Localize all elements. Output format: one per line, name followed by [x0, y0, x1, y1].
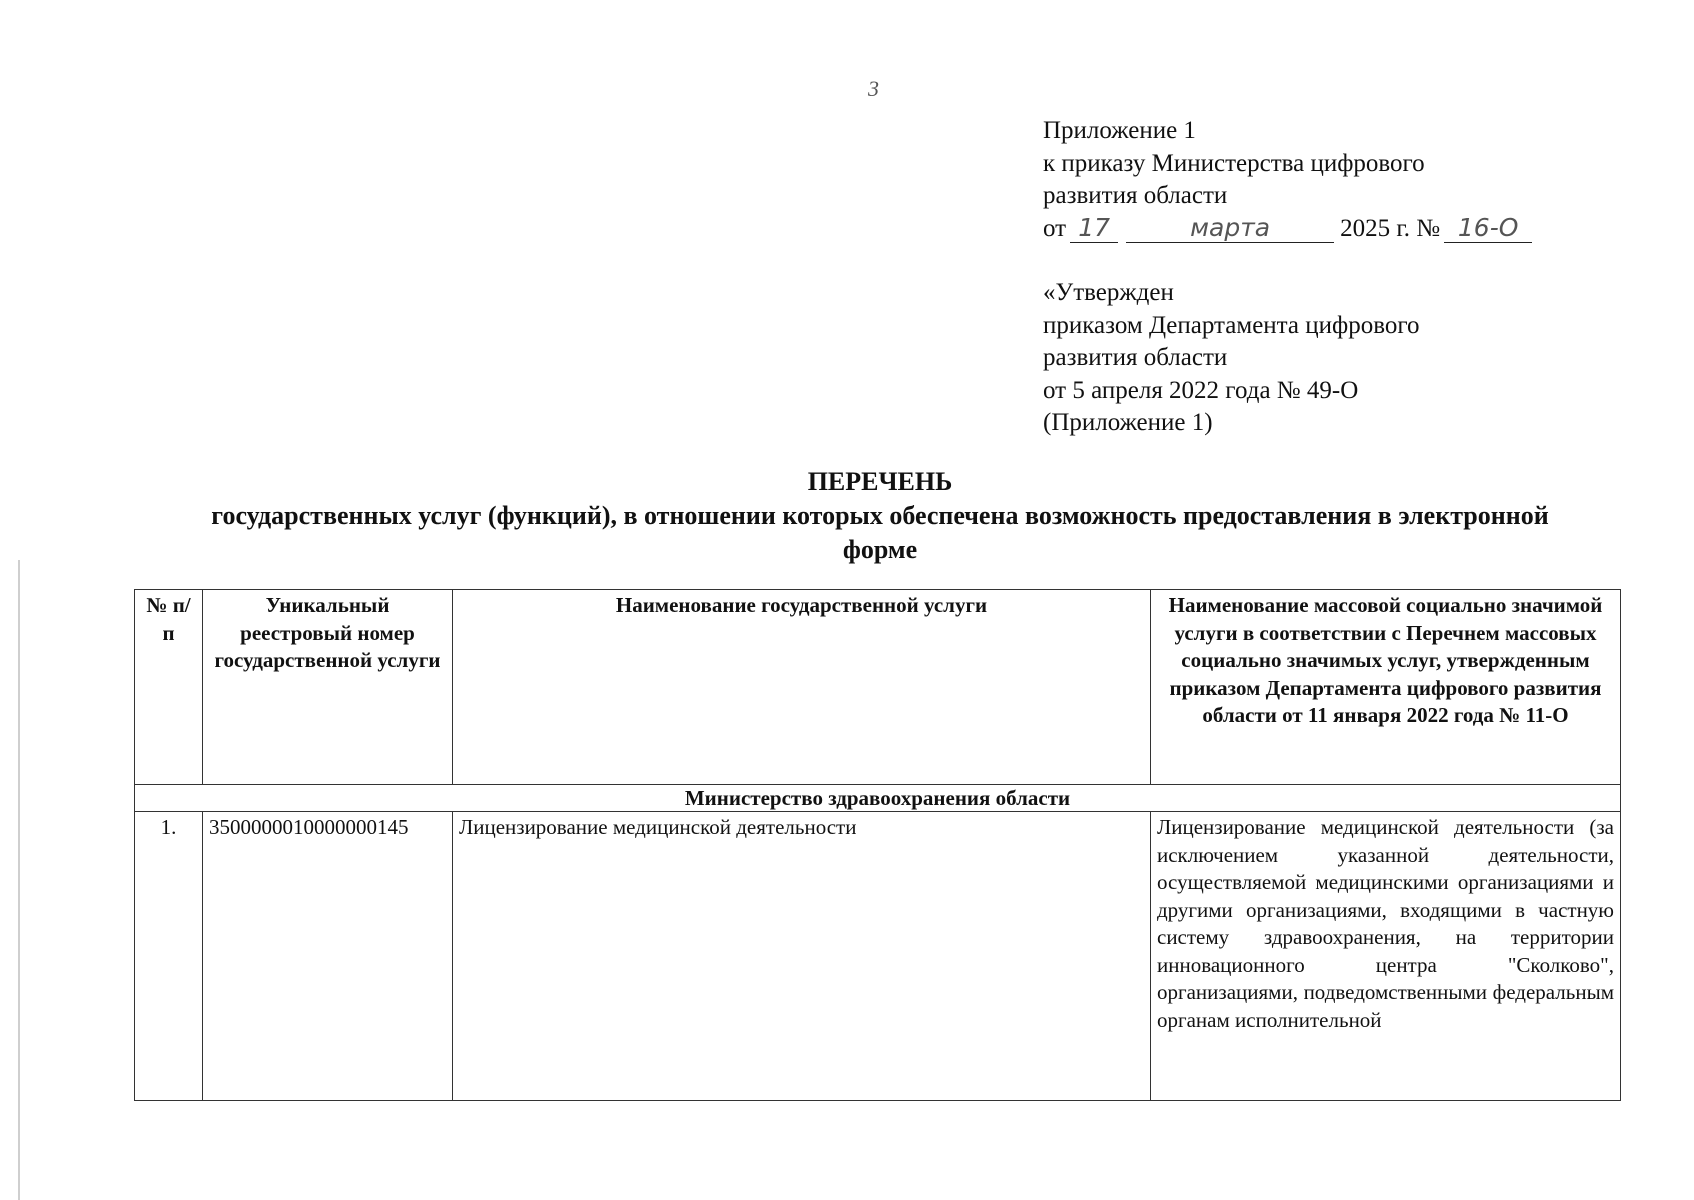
- header-num: № п/п: [135, 590, 203, 785]
- section-title: Министерство здравоохранения области: [135, 785, 1621, 812]
- date-prefix: от: [1043, 214, 1067, 242]
- header-service-name: Наименование государственной услуги: [453, 590, 1151, 785]
- appendix-date-line: [1043, 213, 1532, 246]
- table-header-row: [135, 590, 1621, 785]
- row-registry-number: 3500000010000000145: [203, 812, 453, 1101]
- approved-line-1: «Утвержден: [1043, 279, 1174, 306]
- appendix-line-2: к приказу Министерства цифрового: [1043, 149, 1425, 177]
- document-subtitle-line-2: форме: [842, 535, 918, 564]
- page-number: 3: [868, 76, 879, 101]
- approved-line-4: от 5 апреля 2022 года № 49-О: [1043, 376, 1359, 404]
- approved-line-3: развития области: [1043, 344, 1228, 371]
- row-mass-service-name: Лицензирование медицинской деятельности (за исключением указанной деятельности, осуществляемой медицинскими организациями и другими организациями, входящими в частную систему здравоохранения, на территории инновационного центра "Сколково", организациями, подведомственными федеральным органам исполнительной: [1151, 812, 1621, 1101]
- table-row: [135, 812, 1621, 1101]
- approved-line-2: приказом Департамента цифрового: [1043, 311, 1420, 339]
- handwritten-month: марта: [1126, 214, 1334, 243]
- document-title: ПЕРЕЧЕНЬ: [807, 467, 953, 496]
- approved-block: [1043, 277, 1419, 440]
- appendix-line-1: Приложение 1: [1043, 117, 1196, 144]
- row-service-name: Лицензирование медицинской деятельности: [453, 812, 1151, 1101]
- handwritten-day: 17: [1070, 214, 1118, 243]
- header-registry-number: Уникальный реестровый номер государственной услуги: [203, 590, 453, 785]
- year-text: 2025 г. №: [1340, 214, 1441, 242]
- services-table: [134, 589, 1621, 1101]
- appendix-line-3: развития области: [1043, 182, 1228, 209]
- approved-line-5: (Приложение 1): [1043, 409, 1213, 436]
- document-subtitle-line-1: государственных услуг (функций), в отношении которых обеспечена возможность предоставления в электронной: [211, 501, 1549, 530]
- appendix-header: [1043, 115, 1532, 245]
- row-num: 1.: [135, 812, 203, 1101]
- section-row: [135, 785, 1621, 812]
- handwritten-order-number: 16-О: [1444, 214, 1532, 243]
- header-mass-service-name: Наименование массовой социально значимой услуги в соответствии с Перечнем массовых социально значимых услуг, утвержденным приказом Департамента цифрового развития области от 11 января 2022 года № 11-О: [1151, 590, 1621, 785]
- scan-edge-line: [18, 560, 20, 1200]
